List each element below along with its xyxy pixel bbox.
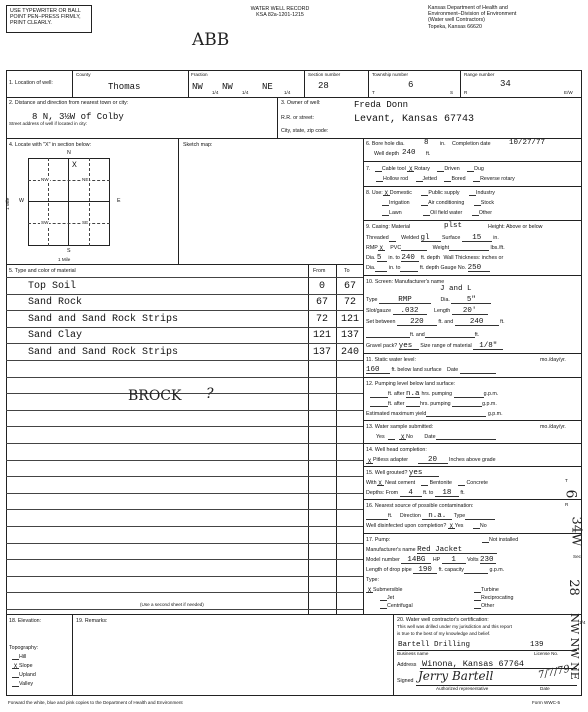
quad-ne: NE	[82, 177, 89, 182]
method-row-1[interactable]: 7. Cable tool X Rotary Driven Dug	[366, 166, 484, 174]
city-value: Levant, Kansas 67743	[354, 114, 475, 125]
margin-annotation	[562, 470, 586, 700]
margin-sec-label: Sec	[573, 554, 581, 559]
topo-hill[interactable]: Hill	[12, 654, 26, 660]
static-water-label: 11. Static water level:	[366, 357, 416, 363]
screen-row-type[interactable]: Type RMP Dia. 5"	[366, 297, 491, 304]
table-rule	[6, 343, 363, 344]
water-sample-date-label: mo./day/yr.	[540, 424, 566, 430]
margin-t-label: T	[565, 478, 568, 483]
fraction-quarter: 1/4	[284, 90, 291, 95]
table-rule	[6, 543, 363, 544]
margin-r-label: R	[565, 502, 569, 507]
sketch-map-label: Sketch map:	[183, 142, 213, 148]
use-row-1[interactable]: 8. Use: X Domestic Public supply Industry	[366, 190, 495, 198]
material-cell: Sand and Sand Rock Strips	[28, 347, 179, 358]
pump-drop-row[interactable]: Length of drop pipe 190 ft. capacity g.p.m.	[366, 566, 505, 574]
range-label: Range number	[464, 72, 495, 77]
to-cell: 67	[343, 280, 356, 292]
from-cell: 0	[318, 280, 325, 292]
dept-line: Environment–Division of Environment	[428, 11, 517, 18]
signature-date: 7/7/79	[537, 663, 571, 682]
to-header: To	[344, 268, 350, 274]
casing-row-3[interactable]: RMP X PVC Weight lbs./ft.	[366, 245, 505, 253]
water-sample-row[interactable]: Yes X No Date	[376, 434, 496, 440]
dept-line: Topeka, Kansas 66620	[428, 23, 482, 30]
range-ew: E/W	[564, 90, 573, 95]
table-rule	[6, 327, 363, 328]
form-statute: KSA 82a-1201-1215	[256, 12, 304, 19]
quad-nw: NW	[41, 177, 49, 182]
section-locator[interactable]	[28, 158, 110, 246]
township-value: 6	[408, 80, 414, 90]
table-rule	[6, 609, 363, 610]
contamination-label: 16. Nearest source of possible contamination:	[366, 503, 474, 509]
table-rule	[6, 460, 363, 461]
section-number-label: Section number	[308, 72, 341, 77]
owner-label: 3. Owner of well:	[281, 100, 321, 106]
well-head-label: 14. Well head completion:	[366, 447, 427, 453]
estimated-yield-row[interactable]: Estimated maximum yield g.p.m.	[366, 411, 503, 417]
certification-label: 20. Water well contractor's certification:	[397, 617, 489, 623]
table-rule	[6, 294, 363, 295]
city-label: City, state, zip code:	[281, 128, 329, 134]
elevation-label: 18. Elevation:	[9, 618, 42, 624]
from-header: From	[313, 268, 326, 274]
grout-type-row[interactable]: With X Neat cement Bentonite Concrete	[366, 480, 488, 488]
form-number: Form WWC-5	[532, 700, 561, 705]
location-label: 1. Location of well:	[9, 80, 53, 86]
material-cell: Sand Rock	[28, 297, 83, 309]
static-water-date-label: mo./day/yr.	[540, 357, 566, 363]
completion-label: Completion date	[452, 141, 491, 147]
business-name-value: Bartell Drilling	[398, 641, 471, 649]
casing-row-2[interactable]: Threaded Welded gl Surface 15 in.	[366, 234, 499, 242]
static-water-row[interactable]: 160 ft. below land surface Date	[366, 367, 496, 374]
handwritten-question-mark: ?	[206, 386, 214, 402]
table-rule	[6, 426, 363, 427]
mile-vertical: 1 Mile	[5, 197, 10, 210]
certification-text-1: This well was drilled under my jurisdiction and this report	[397, 624, 512, 629]
license-value: 139	[530, 641, 544, 649]
pump-not-installed[interactable]: Not installed	[482, 537, 518, 543]
use-row-3[interactable]: Lawn Oil field water Other	[382, 210, 492, 216]
margin-fraction: NW NW NE	[567, 613, 581, 680]
mile-horizontal: 1 Mile	[58, 257, 71, 262]
dept-line: Kansas Department of Health and	[428, 5, 508, 11]
topo-valley[interactable]: Valley	[12, 681, 33, 687]
signature: Jerry Bartell	[418, 669, 494, 683]
table-rule	[6, 360, 363, 361]
compass-w: W	[19, 198, 24, 204]
well-depth-value: 240	[402, 149, 416, 157]
to-cell: 137	[340, 330, 359, 342]
screen-row-set[interactable]: Set between 220 ft. and 240 ft.	[366, 318, 505, 326]
method-row-2[interactable]: Hollow rod Jetted Bored Reverse rotary	[376, 176, 515, 182]
well-depth-label: Well depth	[374, 151, 399, 157]
material-cell: Top Soil	[28, 280, 77, 292]
casing-height-label: Height: Above or below	[488, 224, 543, 230]
remarks-label: 19. Remarks:	[76, 618, 108, 624]
table-rule	[6, 476, 363, 477]
pumping-level-label: 12. Pumping level below land surface:	[366, 381, 456, 387]
locate-label: 4. Locate with "X" in section below:	[9, 142, 92, 148]
table-rule	[6, 377, 363, 378]
casing-row-5[interactable]: Dia. in. to ft. depth Gauge No. 250	[366, 265, 490, 272]
water-sample-label: 13. Water sample submitted:	[366, 424, 434, 430]
bore-hole-label: 6. Bore hole dia.	[366, 141, 405, 147]
compass-n: N	[67, 150, 71, 156]
casing-material-value: plst	[444, 222, 463, 230]
dept-line: (Water well Contractors)	[428, 17, 485, 24]
margin-r-value: 34W	[568, 516, 584, 547]
table-rule	[6, 310, 363, 311]
compass-e: E	[117, 198, 121, 204]
from-cell: 137	[312, 347, 331, 358]
date-label: Date	[540, 686, 550, 691]
fraction-value-3: NE	[262, 82, 273, 92]
distance-value: 8 N, 3½W of Colby	[32, 112, 124, 122]
table-rule	[6, 493, 363, 494]
business-name-label: Business name	[397, 651, 429, 656]
fraction-value-2: NW	[222, 82, 233, 92]
address-label: Address	[397, 662, 417, 668]
handwritten-code: ABB	[192, 30, 230, 50]
county-label: County	[76, 72, 91, 77]
screen-manufacturer: J and L	[440, 285, 472, 293]
fraction-value-1: NW	[192, 82, 203, 92]
range-r: R	[464, 90, 468, 95]
from-cell: 67	[315, 297, 328, 309]
pumping-row-2[interactable]: ft. after hrs. pumping g.p.m.	[370, 401, 497, 407]
signed-label: Signed	[397, 678, 414, 684]
form-title-block	[220, 6, 340, 18]
rr-street-label: R.R. or street:	[281, 115, 314, 121]
owner-value: Freda Donn	[354, 100, 409, 110]
to-cell: 240	[340, 347, 359, 358]
bore-hole-in: in.	[440, 141, 446, 147]
topography-label: Topography:	[9, 645, 39, 651]
gravel-pack-row[interactable]: Gravel pack? yes Size range of material 1/8"	[366, 343, 503, 350]
casing-row-4[interactable]: Dia. 5 in. to 240 ft. depth Wall Thickness: inches or	[366, 254, 504, 262]
pumping-row-1[interactable]: ft. after n.a hrs. pumping g.p.m.	[370, 391, 498, 398]
quad-sw: SW	[41, 220, 49, 225]
screen-label: 10. Screen: Manufacturer's name	[366, 279, 445, 285]
well-head-row[interactable]: X Pitless adapter 20 Inches above grade	[367, 456, 496, 466]
range-value: 34	[500, 79, 511, 89]
license-label: License No.	[534, 651, 559, 656]
well-depth-ft: ft.	[426, 151, 431, 157]
form-title: WATER WELL RECORD	[250, 6, 310, 12]
certification-text-2: is true to the best of my knowledge and belief.	[397, 631, 491, 636]
use-row-2[interactable]: Irrigation Air conditioning Stock	[382, 200, 494, 206]
instruction-line: PRINT CLEARLY.	[10, 20, 52, 27]
handwritten-note: BROCK	[128, 388, 182, 404]
instruction-line: POINT PEN–PRESS FIRMLY,	[10, 14, 81, 21]
table-rule	[6, 526, 363, 527]
casing-material-label: 9. Casing: Material	[366, 224, 411, 230]
table-rule	[6, 277, 363, 278]
location-mark: X	[72, 161, 77, 170]
margin-sec-value: 28	[565, 579, 581, 596]
township-s: S	[450, 90, 454, 95]
fraction-quarter: 1/4	[242, 90, 249, 95]
instructions-box	[6, 5, 92, 33]
contamination-row[interactable]: ft. Direction n.a. Type	[366, 513, 495, 520]
pump-mfr-row[interactable]: Manufacturer's name Red Jacket	[366, 547, 497, 554]
quad-se: SE	[82, 220, 89, 225]
pump-type-label: Type:	[366, 577, 379, 583]
topo-upland[interactable]: Upland	[12, 672, 36, 678]
distance-label: 2. Distance and direction from nearest town or city:	[9, 100, 129, 106]
to-cell: 121	[340, 313, 359, 325]
margin-quarter: 1/4	[579, 620, 586, 625]
disinfected-row[interactable]: Well disinfected upon completion? X Yes No	[366, 523, 487, 531]
table-rule	[6, 592, 363, 593]
address-value: Winona, Kansas 67764	[422, 659, 525, 669]
table-rule	[6, 509, 363, 510]
table-rule	[6, 410, 363, 411]
pump-label: 17. Pump:	[366, 537, 391, 543]
fraction-label: Fraction	[191, 72, 208, 77]
township-label: Township number	[372, 72, 409, 77]
material-cell: Sand Clay	[28, 330, 83, 342]
pump-model-row[interactable]: Model number 14BG HP 1 Volts 230	[366, 557, 496, 564]
table-rule	[6, 443, 363, 444]
completion-value: 10/27/77	[509, 139, 546, 147]
table-rule	[6, 576, 363, 577]
authorized-label: Authorized representative	[436, 686, 489, 691]
township-t: T	[372, 90, 375, 95]
instruction-line: USE TYPEWRITER OR BALL	[10, 8, 81, 14]
screen-row-blank: ft. and ft.	[366, 332, 479, 338]
margin-t-value: 6	[562, 489, 579, 499]
material-header: 5. Type and color of material	[9, 268, 76, 274]
to-cell: 72	[343, 297, 356, 309]
from-cell: 121	[312, 330, 331, 342]
table-rule	[6, 393, 363, 394]
compass-s: S	[67, 248, 71, 254]
grouted-label: 15. Well grouted? yes	[366, 470, 439, 477]
footer-instruction: Forward the white, blue and pink copies to the Department of Health and Environment	[8, 700, 183, 705]
department-block	[428, 5, 580, 30]
section-number-value: 28	[318, 81, 329, 91]
screen-row-slot[interactable]: Slot/gauze .032 Length 20'	[366, 308, 488, 315]
material-cell: Sand and Sand Rock Strips	[28, 313, 179, 325]
second-sheet-note: (Use a second sheet if needed)	[140, 602, 204, 607]
from-cell: 72	[315, 313, 328, 325]
street-address-label: Street address of well if located in city:	[9, 121, 88, 126]
topo-slope[interactable]: X Slope	[13, 663, 33, 671]
county-value: Thomas	[108, 82, 141, 92]
fraction-quarter: 1/4	[212, 90, 219, 95]
grout-depth-row[interactable]: Depths: From 4 ft. to 18 ft.	[366, 489, 465, 497]
bore-hole-value: 8	[424, 139, 429, 147]
table-rule	[6, 559, 363, 560]
